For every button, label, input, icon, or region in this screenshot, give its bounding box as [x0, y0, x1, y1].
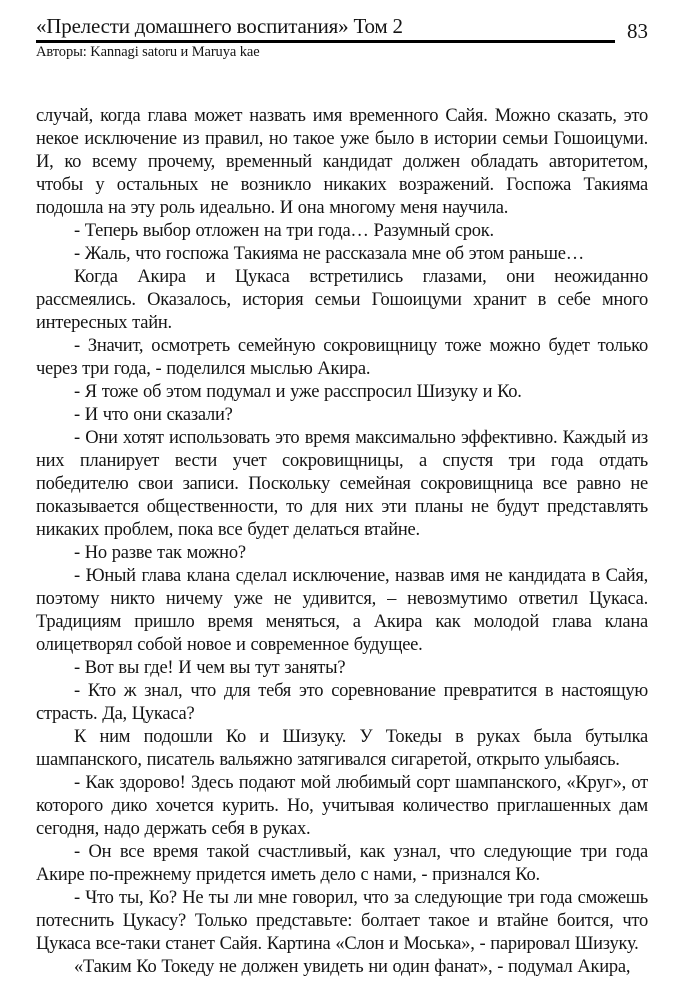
paragraph: случай, когда глава может назвать имя временного Сайя. Можно сказать, это некое исключение из правил, но такое уже было в истории семьи Гошоицуми. И, ко всему прочему, временный кандидат должен обладать авторитетом, чтобы у остальных не возникло никаких возражений. Госпожа Такияма подошла на эту роль идеально. И она многому меня научила. [36, 106, 648, 218]
book-title: «Прелести домашнего воспитания» Том 2 [36, 14, 403, 38]
page-header [36, 14, 648, 61]
paragraph: - Как здорово! Здесь подают мой любимый сорт шампанского, «Круг», от которого дико хочется курить. Но, учитывая количество приглашенных дам сегодня, надо держать себя в руках. [36, 773, 648, 839]
page-number: 83 [627, 19, 648, 43]
paragraph: Когда Акира и Цукаса встретились глазами, они неожиданно рассмеялись. Оказалось, история семьи Гошоицуми хранит в себе много интересных тайн. [36, 267, 648, 333]
page-text [36, 105, 648, 979]
paragraph: - Они хотят использовать это время максимально эффективно. Каждый из них планирует вести учет сокровищницы, а спустя три года отдать победителю свои записи. Поскольку семейная сокровищница все равно не показывается общественности, то для них эти планы не будут представлять никаких проблем, пока все будет делаться втайне. [36, 428, 648, 540]
paragraph: - Теперь выбор отложен на три года… Разумный срок. [74, 221, 494, 241]
paragraph: - Значит, осмотреть семейную сокровищницу тоже можно будет только через три года, - поделился мыслью Акира. [36, 336, 648, 379]
paragraph: «Таким Ко Токеду не должен увидеть ни один фанат», - подумал Акира, [74, 957, 631, 977]
paragraph: - Кто ж знал, что для тебя это соревнование превратится в настоящую страсть. Да, Цукаса? [36, 681, 648, 724]
paragraph: - И что они сказали? [74, 405, 233, 425]
paragraph: - Вот вы где! И чем вы тут заняты? [74, 658, 346, 678]
paragraph: - Он все время такой счастливый, как узнал, что следующие три года Акире по-прежнему придется иметь дело с нами, - признался Ко. [36, 842, 648, 885]
paragraph: К ним подошли Ко и Шизуку. У Токеды в руках была бутылка шампанского, писатель вальяжно затягивался сигаретой, открыто улыбаясь. [36, 727, 648, 770]
paragraph: - Но разве так можно? [74, 543, 246, 563]
paragraph: - Жаль, что госпожа Такияма не рассказала мне об этом раньше… [74, 244, 584, 264]
paragraph: - Что ты, Ко? Не ты ли мне говорил, что за следующие три года сможешь потеснить Цукасу? Только представьте: болтает такое и втайне боится, что Цукаса все-таки станет Сайя. Картина «Слон и Моська», - парировал Шизуку. [36, 888, 648, 954]
header-row [36, 14, 648, 43]
paragraph: - Юный глава клана сделал исключение, назвав имя не кандидата в Сайя, поэтому никто ничему уже не удивится, – невозмутимо ответил Цукаса. Традициям пришло время меняться, а Акира как молодой глава клана олицетворял собой новое и современное будущее. [36, 566, 648, 655]
header-rule [36, 14, 615, 43]
authors-line: Авторы: Kannagi satoru и Maruya kae [36, 44, 260, 60]
paragraph: - Я тоже об этом подумал и уже расспросил Шизуку и Ко. [74, 382, 522, 402]
